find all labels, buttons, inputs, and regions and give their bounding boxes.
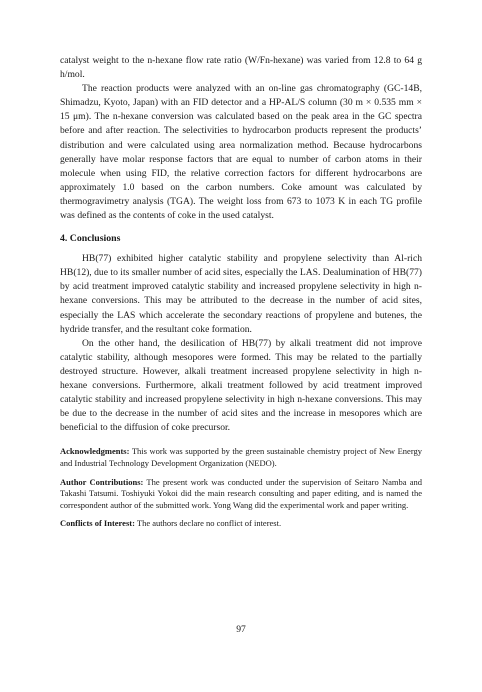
conclusions-paragraph-1: HB(77) exhibited higher catalytic stability and propylene selectivity than Al-rich HB(12), due to its smaller number of acid sites, especially the LAS. Dealumination of HB(77) by acid treatment improved catalytic stability and increased propylene selectivity in high n-hexane conversions. This may be attributed to the decrease in the number of acid sites, especially the LAS which accelerate the secondary reactions of propylene and butenes, the hydride transfer, and the resultant coke formation. xyxy=(60,253,422,335)
page-body xyxy=(60,54,422,537)
conclusions-paragraph-2: On the other hand, the desilication of HB(77) by alkali treatment did not improve catalytic stability, although mesopores were formed. This may be related to the partially destroyed structure. However, alkali treatment increased propylene selectivity in high n-hexane conversions. Furthermore, alkali treatment followed by acid treatment improved catalytic stability and increased propylene selectivity in high n-hexane conversions. This may be due to the decrease in the number of acid sites and the increase in mesopores which are beneficial to the diffusion of coke precursor. xyxy=(60,337,422,434)
section-heading-conclusions: 4. Conclusions xyxy=(60,233,121,245)
author-contributions xyxy=(60,477,422,512)
acknowledgments-label: Acknowledgments: xyxy=(60,446,130,457)
conflicts-of-interest xyxy=(60,518,422,530)
methods-paragraph-end: catalyst weight to the n-hexane flow rate ratio (W/Fn-hexane) was varied from 12.8 to 64 g h/mol. xyxy=(60,55,422,81)
acknowledgments xyxy=(60,446,422,469)
acknowledgments-text: This work was supported by the green sustainable chemistry project of New Energy and Industrial Technology Development Organization (NEDO). xyxy=(60,446,422,468)
author-contributions-label: Author Contributions: xyxy=(60,476,144,487)
page-number: 97 xyxy=(236,624,246,635)
methods-paragraph-analysis: The reaction products were analyzed with an on-line gas chromatography (GC-14B, Shimadzu, Kyoto, Japan) with an FID detector and a HP-AL/S column (30 m × 0.535 mm × 15 μm). The n-hexane conversion was calculated based on the peak area in the GC spectra before and after reaction. The selectivities to hydrocarbon products represent the products’ distribution and were calculated using area normalization method. Because hydrocarbons generally have molar response factors that are equal to number of carbon atoms in their molecule when using FID, the relative correction factors for different hydrocarbons are approximately 1.0 based on the carbon numbers. Coke amount was calculated by thermogravimetry analysis (TGA). The weight loss from 673 to 1073 K in each TG profile was defined as the contents of coke in the used catalyst. xyxy=(60,83,422,222)
author-contributions-text: The present work was conducted under the supervision of Seitaro Namba and Takashi Tatsumi. Toshiyuki Yokoi did the main research consulting and paper editing, and is named the correspondent author of the submitted work. Yong Wang did the experimental work and paper writing. xyxy=(60,476,422,510)
conflicts-of-interest-label: Conflicts of Interest: xyxy=(60,518,135,529)
conflicts-of-interest-text: The authors declare no conflict of interest. xyxy=(134,518,282,529)
